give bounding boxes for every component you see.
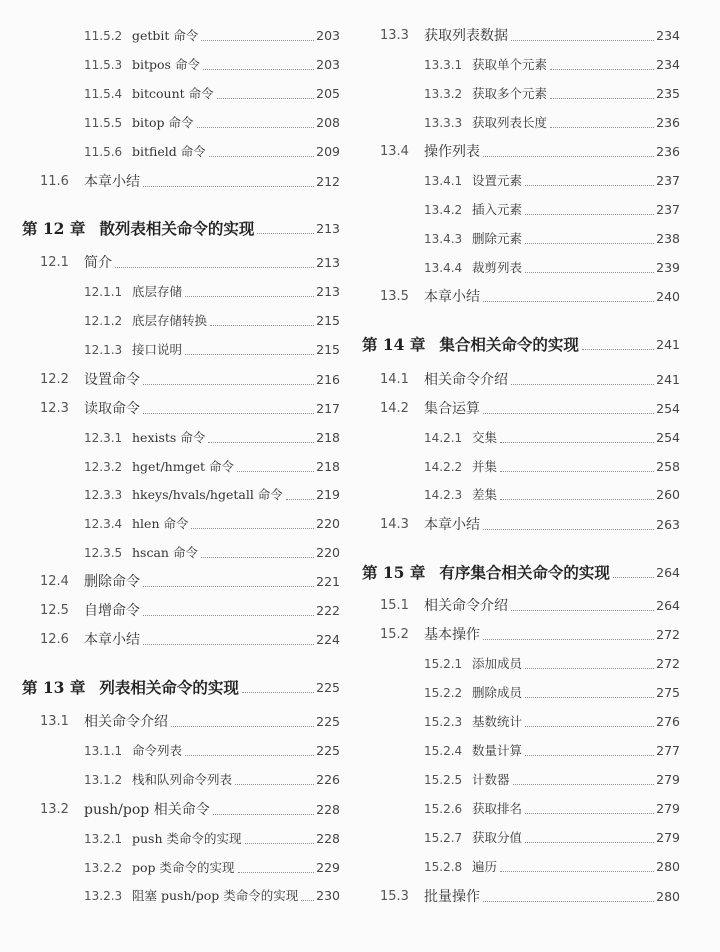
toc-entry-page-number: 234: [656, 57, 680, 72]
toc-entry-page-number: 237: [656, 173, 680, 188]
toc-entry-title: 接口说明: [132, 342, 183, 357]
toc-entry-number: 15.2.8: [424, 860, 463, 874]
toc-entry-title: 获取列表长度: [472, 115, 548, 130]
toc-subsection-entry: [362, 83, 680, 105]
toc-entry-page-number: 224: [316, 632, 340, 647]
toc-entry-title: push 类命令的实现: [132, 831, 242, 846]
toc-section-entry: [362, 141, 680, 163]
toc-entry-page-number: 217: [316, 401, 340, 416]
toc-entry-title: 删除元素: [472, 231, 523, 246]
dot-leader: [525, 185, 654, 186]
toc-entry-title: 获取列表数据: [424, 28, 508, 44]
toc-subsection-entry: [362, 170, 680, 192]
dot-leader: [483, 301, 654, 302]
toc-entry-title: 集合相关命令的实现: [439, 335, 579, 354]
toc-entry-number: 12.3.4: [84, 517, 123, 531]
toc-entry-number: 12.6: [40, 632, 69, 647]
dot-leader: [483, 413, 654, 414]
toc-entry-title: pop 类命令的实现: [132, 860, 235, 875]
toc-entry-number: 12.1.3: [84, 343, 123, 357]
toc-entry-number: 13.4.3: [424, 232, 463, 246]
toc-subsection-entry: [22, 281, 340, 303]
toc-entry-title: 基数统计: [472, 714, 523, 729]
toc-entry-title: 获取排名: [472, 801, 523, 816]
dot-leader: [613, 577, 654, 578]
toc-entry-number: 13.2.3: [84, 889, 123, 903]
toc-entry-page-number: 218: [316, 430, 340, 445]
toc-entry-title: 插入元素: [472, 202, 523, 217]
toc-subsection-entry: [22, 542, 340, 564]
toc-entry-number: 12.2: [40, 372, 69, 387]
toc-subsection-entry: [362, 711, 680, 733]
toc-entry-number: 第 14 章: [362, 335, 426, 354]
toc-entry-number: 15.2.6: [424, 802, 463, 816]
dot-leader: [143, 384, 314, 385]
toc-entry-title: 并集: [472, 459, 498, 474]
toc-entry-page-number: 272: [656, 627, 680, 642]
toc-subsection-entry: [362, 484, 680, 506]
toc-entry-title: 交集: [472, 430, 498, 445]
toc-entry-number: 14.3: [380, 517, 409, 532]
toc-entry-title: 基本操作: [424, 627, 480, 643]
toc-entry-page-number: 280: [656, 859, 680, 874]
toc-subsection-entry: [362, 769, 680, 791]
toc-entry-number: 12.1: [40, 255, 69, 270]
dot-leader: [197, 127, 315, 128]
toc-section-entry: [362, 398, 680, 420]
dot-leader: [209, 156, 314, 157]
dot-leader: [511, 384, 654, 385]
toc-entry-number: 12.3.2: [84, 460, 123, 474]
toc-entry-number: 第 15 章: [362, 563, 426, 582]
toc-entry-number: 11.5.5: [84, 116, 123, 130]
toc-entry-number: 15.2.3: [424, 715, 463, 729]
toc-subsection-entry: [22, 54, 340, 76]
toc-section-entry: [22, 171, 340, 193]
toc-entry-page-number: 238: [656, 231, 680, 246]
dot-leader: [513, 784, 655, 785]
dot-leader: [217, 98, 314, 99]
dot-leader: [511, 610, 654, 611]
toc-entry-number: 13.1.1: [84, 744, 123, 758]
dot-leader: [210, 325, 314, 326]
dot-leader: [171, 726, 314, 727]
dot-leader: [550, 69, 654, 70]
toc-entry-page-number: 228: [316, 831, 340, 846]
toc-subsection-entry: [22, 740, 340, 762]
toc-entry-page-number: 215: [316, 342, 340, 357]
dot-leader: [483, 529, 654, 530]
toc-entry-number: 14.1: [380, 372, 409, 387]
toc-entry-page-number: 225: [316, 680, 340, 695]
toc-section-entry: [362, 886, 680, 908]
toc-entry-page-number: 213: [316, 221, 340, 236]
toc-entry-page-number: 213: [316, 255, 340, 270]
toc-entry-title: 本章小结: [424, 517, 480, 533]
dot-leader: [235, 784, 314, 785]
toc-entry-page-number: 222: [316, 603, 340, 618]
dot-leader: [525, 243, 654, 244]
toc-entry-page-number: 258: [656, 459, 680, 474]
toc-entry-page-number: 225: [316, 714, 340, 729]
toc-entry-number: 第 12 章: [22, 219, 86, 238]
toc-entry-page-number: 220: [316, 516, 340, 531]
toc-entry-number: 12.4: [40, 574, 69, 589]
toc-entry-title: 相关命令介绍: [424, 598, 508, 614]
dot-leader: [143, 644, 314, 645]
toc-entry-page-number: 226: [316, 772, 340, 787]
toc-subsection-entry: [362, 682, 680, 704]
toc-subsection-entry: [362, 653, 680, 675]
toc-entry-page-number: 241: [656, 372, 680, 387]
toc-entry-number: 13.4: [380, 144, 409, 159]
toc-entry-number: 13.3.3: [424, 116, 463, 130]
toc-subsection-entry: [22, 427, 340, 449]
toc-entry-number: 14.2.2: [424, 460, 463, 474]
toc-entry-title: 自增命令: [84, 603, 140, 619]
toc-entry-page-number: 221: [316, 574, 340, 589]
toc-entry-number: 15.1: [380, 598, 409, 613]
toc-entry-number: 第 13 章: [22, 678, 86, 697]
toc-entry-title: 计数器: [472, 772, 510, 787]
dot-leader: [143, 413, 314, 414]
toc-entry-title: 遍历: [472, 859, 498, 874]
toc-subsection-entry: [362, 199, 680, 221]
dot-leader: [185, 755, 314, 756]
toc-entry-title: 添加成员: [472, 656, 523, 671]
toc-entry-page-number: 275: [656, 685, 680, 700]
toc-entry-number: 12.3.1: [84, 431, 123, 445]
dot-leader: [525, 697, 654, 698]
dot-leader: [191, 528, 314, 529]
toc-entry-title: bitfield 命令: [132, 144, 206, 159]
toc-entry-number: 13.2: [40, 802, 69, 817]
dot-leader: [143, 586, 314, 587]
toc-chapter-entry: [22, 218, 340, 240]
toc-entry-page-number: 241: [656, 337, 680, 352]
dot-leader: [201, 557, 314, 558]
toc-entry-page-number: 264: [656, 565, 680, 580]
dot-leader: [483, 901, 654, 902]
toc-entry-number: 15.2.2: [424, 686, 463, 700]
toc-subsection-entry: [22, 141, 340, 163]
toc-entry-title: hscan 命令: [132, 545, 198, 560]
toc-subsection-entry: [362, 856, 680, 878]
toc-entry-number: 12.3.3: [84, 488, 123, 502]
toc-entry-title: hexists 命令: [132, 430, 206, 445]
dot-leader: [208, 442, 314, 443]
toc-entry-page-number: 277: [656, 743, 680, 758]
toc-chapter-entry: [22, 677, 340, 699]
dot-leader: [582, 349, 654, 350]
toc-entry-number: 15.3: [380, 889, 409, 904]
toc-entry-title: push/pop 相关命令: [84, 802, 210, 818]
dot-leader: [550, 98, 654, 99]
toc-section-entry: [362, 595, 680, 617]
toc-entry-page-number: 230: [316, 888, 340, 903]
toc-entry-page-number: 220: [316, 545, 340, 560]
toc-entry-number: 12.3.5: [84, 546, 123, 560]
dot-leader: [525, 755, 654, 756]
toc-entry-page-number: 218: [316, 459, 340, 474]
toc-entry-number: 12.1.2: [84, 314, 123, 328]
toc-entry-number: 13.5: [380, 289, 409, 304]
toc-subsection-entry: [22, 112, 340, 134]
dot-leader: [143, 615, 314, 616]
dot-leader: [525, 813, 654, 814]
toc-entry-page-number: 279: [656, 772, 680, 787]
toc-section-entry: [22, 571, 340, 593]
toc-entry-title: hget/hmget 命令: [132, 459, 234, 474]
toc-entry-title: 简介: [84, 255, 112, 271]
dot-leader: [301, 900, 314, 901]
toc-entry-title: 裁剪列表: [472, 260, 523, 275]
toc-subsection-entry: [362, 798, 680, 820]
dot-leader: [483, 639, 654, 640]
toc-subsection-entry: [22, 339, 340, 361]
toc-chapter-entry: [362, 562, 680, 584]
toc-entry-page-number: 254: [656, 401, 680, 416]
toc-entry-page-number: 279: [656, 830, 680, 845]
toc-entry-page-number: 213: [316, 284, 340, 299]
toc-subsection-entry: [22, 885, 340, 907]
toc-entry-page-number: 208: [316, 115, 340, 130]
dot-leader: [500, 871, 654, 872]
toc-entry-number: 13.1: [40, 714, 69, 729]
toc-entry-page-number: 280: [656, 889, 680, 904]
toc-section-entry: [362, 624, 680, 646]
toc-entry-title: 集合运算: [424, 401, 480, 417]
toc-entry-title: 获取分值: [472, 830, 523, 845]
dot-leader: [143, 186, 314, 187]
toc-entry-title: 本章小结: [84, 632, 140, 648]
toc-section-entry: [22, 398, 340, 420]
toc-section-entry: [22, 252, 340, 274]
dot-leader: [237, 471, 314, 472]
toc-subsection-entry: [22, 769, 340, 791]
toc-section-entry: [22, 629, 340, 651]
toc-entry-title: 本章小结: [424, 289, 480, 305]
toc-entry-title: 差集: [472, 487, 498, 502]
toc-entry-title: 相关命令介绍: [424, 372, 508, 388]
toc-entry-title: 删除命令: [84, 574, 140, 590]
toc-entry-number: 14.2.3: [424, 488, 463, 502]
dot-leader: [483, 156, 654, 157]
toc-entry-title: 底层存储转换: [132, 313, 208, 328]
toc-entry-page-number: 235: [656, 86, 680, 101]
dot-leader: [257, 233, 314, 234]
toc-subsection-entry: [362, 228, 680, 250]
dot-leader: [242, 692, 314, 693]
toc-section-entry: [22, 799, 340, 821]
dot-leader: [286, 499, 314, 500]
dot-leader: [550, 127, 654, 128]
toc-entry-number: 13.4.2: [424, 203, 463, 217]
toc-subsection-entry: [22, 828, 340, 850]
toc-entry-number: 13.3: [380, 28, 409, 43]
toc-entry-page-number: 239: [656, 260, 680, 275]
toc-entry-title: 读取命令: [84, 401, 140, 417]
dot-leader: [525, 668, 654, 669]
toc-entry-page-number: 219: [316, 487, 340, 502]
toc-entry-page-number: 276: [656, 714, 680, 729]
toc-entry-page-number: 264: [656, 598, 680, 613]
toc-subsection-entry: [362, 112, 680, 134]
toc-entry-title: 阻塞 push/pop 类命令的实现: [132, 888, 299, 903]
toc-entry-number: 11.5.3: [84, 58, 123, 72]
toc-entry-number: 12.3: [40, 401, 69, 416]
dot-leader: [115, 267, 314, 268]
toc-entry-title: 获取多个元素: [472, 86, 548, 101]
dot-leader: [185, 296, 314, 297]
toc-subsection-entry: [22, 83, 340, 105]
toc-chapter-entry: [362, 334, 680, 356]
toc-entry-number: 11.5.6: [84, 145, 123, 159]
toc-entry-title: 有序集合相关命令的实现: [439, 563, 610, 582]
toc-entry-page-number: 229: [316, 860, 340, 875]
toc-entry-page-number: 237: [656, 202, 680, 217]
toc-entry-number: 13.4.4: [424, 261, 463, 275]
toc-subsection-entry: [362, 54, 680, 76]
toc-entry-page-number: 254: [656, 430, 680, 445]
toc-entry-number: 15.2: [380, 627, 409, 642]
dot-leader: [500, 499, 654, 500]
dot-leader: [213, 814, 314, 815]
toc-entry-title: 批量操作: [424, 889, 480, 905]
toc-entry-number: 13.2.2: [84, 861, 123, 875]
toc-entry-title: 获取单个元素: [472, 57, 548, 72]
toc-entry-page-number: 260: [656, 487, 680, 502]
toc-section-entry: [362, 369, 680, 391]
toc-entry-number: 13.1.2: [84, 773, 123, 787]
toc-subsection-entry: [362, 740, 680, 762]
toc-entry-title: getbit 命令: [132, 28, 199, 43]
dot-leader: [525, 272, 654, 273]
toc-entry-page-number: 234: [656, 28, 680, 43]
toc-entry-title: hlen 命令: [132, 516, 189, 531]
dot-leader: [511, 40, 654, 41]
toc-section-entry: [22, 711, 340, 733]
toc-entry-title: 删除成员: [472, 685, 523, 700]
toc-subsection-entry: [22, 25, 340, 47]
toc-subsection-entry: [22, 310, 340, 332]
toc-entry-number: 11.5.2: [84, 29, 123, 43]
dot-leader: [500, 442, 654, 443]
toc-entry-number: 14.2.1: [424, 431, 463, 445]
toc-entry-page-number: 216: [316, 372, 340, 387]
toc-entry-title: 数量计算: [472, 743, 523, 758]
dot-leader: [238, 872, 315, 873]
toc-entry-title: 底层存储: [132, 284, 183, 299]
toc-entry-number: 15.2.5: [424, 773, 463, 787]
toc-entry-page-number: 236: [656, 115, 680, 130]
toc-entry-page-number: 240: [656, 289, 680, 304]
toc-entry-page-number: 203: [316, 28, 340, 43]
dot-leader: [525, 726, 654, 727]
toc-subsection-entry: [362, 257, 680, 279]
toc-subsection-entry: [362, 827, 680, 849]
toc-entry-page-number: 279: [656, 801, 680, 816]
dot-leader: [185, 354, 314, 355]
toc-entry-number: 15.2.1: [424, 657, 463, 671]
toc-entry-page-number: 212: [316, 174, 340, 189]
toc-subsection-entry: [362, 427, 680, 449]
toc-entry-title: 本章小结: [84, 174, 140, 190]
toc-entry-title: 相关命令介绍: [84, 714, 168, 730]
toc-entry-page-number: 203: [316, 57, 340, 72]
toc-entry-page-number: 209: [316, 144, 340, 159]
toc-section-entry: [22, 600, 340, 622]
dot-leader: [500, 471, 654, 472]
toc-entry-number: 11.6: [40, 174, 69, 189]
toc-entry-page-number: 228: [316, 802, 340, 817]
toc-entry-title: bitcount 命令: [132, 86, 214, 101]
toc-entry-number: 12.1.1: [84, 285, 123, 299]
toc-entry-page-number: 236: [656, 144, 680, 159]
toc-subsection-entry: [362, 456, 680, 478]
toc-entry-number: 14.2: [380, 401, 409, 416]
toc-entry-number: 13.3.2: [424, 87, 463, 101]
toc-section-entry: [22, 369, 340, 391]
toc-entry-number: 13.4.1: [424, 174, 463, 188]
toc-section-entry: [362, 514, 680, 536]
toc-entry-page-number: 225: [316, 743, 340, 758]
toc-entry-page-number: 215: [316, 313, 340, 328]
toc-entry-number: 12.5: [40, 603, 69, 618]
toc-entry-title: 栈和队列命令列表: [132, 772, 233, 787]
toc-entry-number: 15.2.7: [424, 831, 463, 845]
toc-entry-number: 13.2.1: [84, 832, 123, 846]
toc-entry-title: 列表相关命令的实现: [99, 678, 239, 697]
toc-subsection-entry: [22, 456, 340, 478]
dot-leader: [203, 69, 314, 70]
toc-entry-page-number: 272: [656, 656, 680, 671]
toc-section-entry: [362, 25, 680, 47]
toc-entry-title: 设置命令: [84, 372, 140, 388]
dot-leader: [201, 40, 314, 41]
toc-subsection-entry: [22, 484, 340, 506]
dot-leader: [245, 843, 315, 844]
toc-entry-number: 13.3.1: [424, 58, 463, 72]
toc-entry-title: hkeys/hvals/hgetall 命令: [132, 487, 283, 502]
toc-subsection-entry: [22, 857, 340, 879]
dot-leader: [525, 214, 654, 215]
toc-entry-title: bitpos 命令: [132, 57, 200, 72]
toc-entry-title: 散列表相关命令的实现: [99, 219, 255, 238]
toc-entry-title: 命令列表: [132, 743, 183, 758]
toc-entry-page-number: 205: [316, 86, 340, 101]
toc-entry-title: 操作列表: [424, 144, 480, 160]
toc-subsection-entry: [22, 513, 340, 535]
toc-entry-title: bitop 命令: [132, 115, 194, 130]
toc-entry-number: 15.2.4: [424, 744, 463, 758]
toc-section-entry: [362, 286, 680, 308]
dot-leader: [525, 842, 654, 843]
toc-entry-page-number: 263: [656, 517, 680, 532]
toc-entry-number: 11.5.4: [84, 87, 123, 101]
toc-entry-title: 设置元素: [472, 173, 523, 188]
